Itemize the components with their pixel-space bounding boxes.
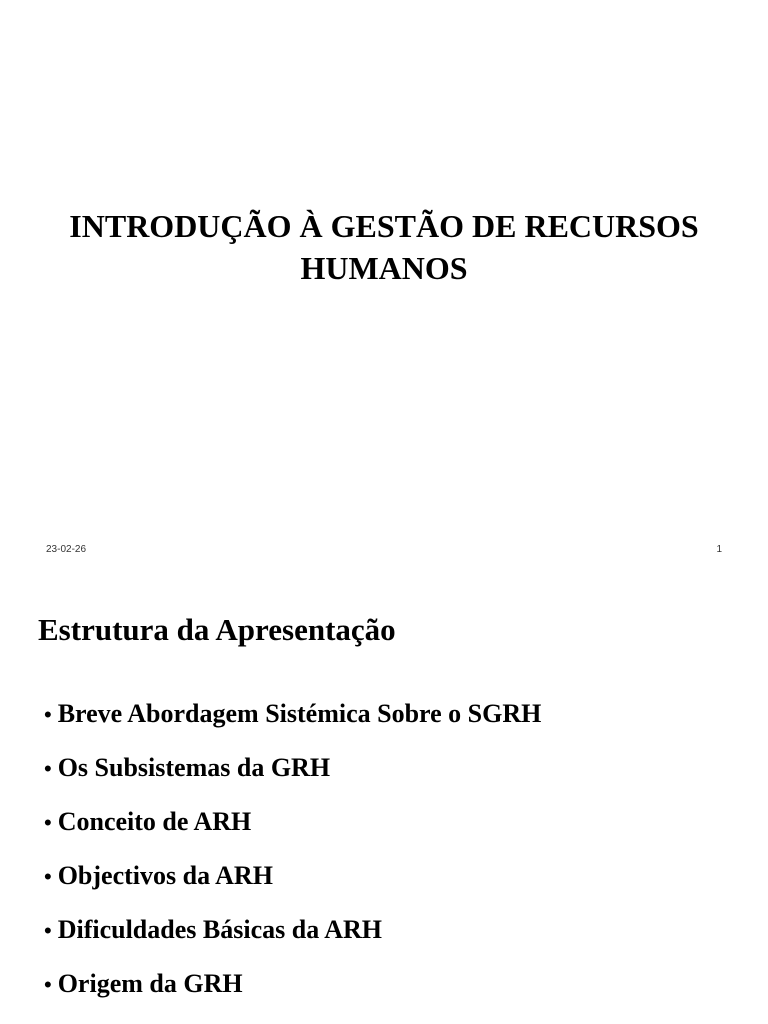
list-item-text: Breve Abordagem Sistémica Sobre o SGRH bbox=[57, 699, 542, 728]
slide-date: 23-02-26 bbox=[46, 544, 87, 555]
bullet-icon: • bbox=[44, 810, 52, 835]
slide-2 bbox=[0, 576, 768, 1024]
list-item bbox=[44, 914, 541, 968]
list-item-text: Os Subsistemas da GRH bbox=[57, 753, 331, 782]
list-item bbox=[44, 806, 541, 860]
slide-title-line-1: INTRODUÇÃO À GESTÃO DE RECURSOS bbox=[69, 208, 699, 244]
list-item bbox=[44, 860, 541, 914]
list-item-text: Conceito de ARH bbox=[57, 807, 252, 836]
slide-page-number: 1 bbox=[716, 544, 722, 555]
list-item bbox=[44, 698, 541, 752]
list-item-text: Origem da GRH bbox=[57, 969, 243, 998]
bullet-list bbox=[44, 698, 541, 1022]
bullet-icon: • bbox=[44, 702, 52, 727]
section-title: Estrutura da Apresentação bbox=[38, 612, 396, 647]
slide-title-line-2: HUMANOS bbox=[300, 250, 468, 286]
slide-title bbox=[30, 205, 738, 289]
list-item bbox=[44, 752, 541, 806]
bullet-icon: • bbox=[44, 918, 52, 943]
list-item-text: Objectivos da ARH bbox=[57, 861, 273, 890]
bullet-icon: • bbox=[44, 864, 52, 889]
list-item bbox=[44, 968, 541, 1022]
list-item-text: Dificuldades Básicas da ARH bbox=[57, 915, 383, 944]
bullet-icon: • bbox=[44, 972, 52, 997]
bullet-icon: • bbox=[44, 756, 52, 781]
